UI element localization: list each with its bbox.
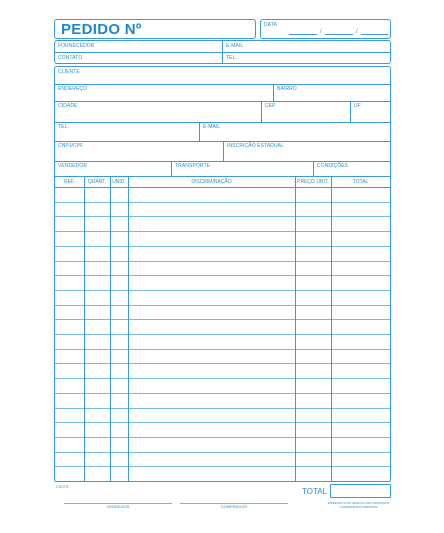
seller-signature-label: VENDEDOR <box>106 504 130 509</box>
date-label: DATA <box>264 22 277 28</box>
date-year-line <box>361 34 388 35</box>
table-row[interactable] <box>55 261 390 262</box>
client-box <box>54 66 391 183</box>
table-row[interactable] <box>55 246 390 247</box>
col-ref: REF. <box>64 179 75 185</box>
supplier-email-field[interactable]: E-MAIL <box>226 43 244 49</box>
table-row[interactable] <box>55 363 390 364</box>
table-row[interactable] <box>55 305 390 306</box>
title-box <box>54 19 256 39</box>
col-unit: UNID. <box>112 179 126 185</box>
table-row[interactable] <box>55 422 390 423</box>
table-row[interactable] <box>55 349 390 350</box>
table-row[interactable] <box>55 437 390 438</box>
client-field[interactable]: CLIENTE <box>58 69 80 75</box>
city-field[interactable]: CIDADE <box>58 103 78 109</box>
table-row[interactable] <box>55 319 390 320</box>
supplier-box <box>54 40 391 64</box>
cnpj-field[interactable]: CNPJ/CPF <box>58 143 84 149</box>
table-row[interactable] <box>55 408 390 409</box>
conditions-field[interactable]: CONDIÇÕES <box>317 163 349 169</box>
table-row[interactable] <box>55 290 390 291</box>
district-field[interactable]: BAIRRO <box>277 86 297 92</box>
table-row[interactable] <box>55 393 390 394</box>
shipping-field[interactable]: TRANSPORTE <box>175 163 211 169</box>
uf-field[interactable]: UF <box>354 103 361 109</box>
order-form <box>54 19 391 519</box>
fine-print-1: IMPRESSO POR GRÁFICA SÃO DOMINGOS <box>327 501 390 505</box>
address-field[interactable]: ENDEREÇO <box>58 86 88 92</box>
date-sep-1: / <box>320 29 322 35</box>
cep-field[interactable]: CEP <box>265 103 276 109</box>
table-row[interactable] <box>55 216 390 217</box>
buyer-signature-label: COMPRADOR <box>220 504 248 509</box>
date-box[interactable] <box>260 19 391 39</box>
contact-field[interactable]: CONTATO <box>58 55 83 61</box>
state-registration-field[interactable]: INSCRIÇÃO ESTADUAL <box>227 143 284 149</box>
table-row[interactable] <box>55 334 390 335</box>
date-day-line <box>289 34 317 35</box>
col-total: TOTAL <box>352 179 369 185</box>
table-row[interactable] <box>55 231 390 232</box>
col-unit-price: PREÇO UNIT. <box>297 179 329 185</box>
seller-field[interactable]: VENDEDOR <box>58 163 88 169</box>
supplier-field[interactable]: FORNECEDOR <box>58 43 95 49</box>
col-description: DISCRIMINAÇÃO <box>191 179 232 185</box>
items-table <box>54 176 391 482</box>
table-row[interactable] <box>55 202 390 203</box>
grand-total-box[interactable] <box>330 484 391 498</box>
supplier-tel-field[interactable]: TEL. <box>226 55 237 61</box>
table-row[interactable] <box>55 275 390 276</box>
table-row[interactable] <box>55 452 390 453</box>
col-quantity: QUANT. <box>87 179 107 185</box>
client-tel-field[interactable]: TEL. <box>58 124 69 130</box>
table-row[interactable] <box>55 378 390 379</box>
grand-total-label: TOTAL <box>302 487 328 496</box>
date-sep-2: / <box>356 29 358 35</box>
page-title: PEDIDO Nº <box>61 21 142 38</box>
fine-print-2: CONFERIR DOCUMENTOS <box>339 505 378 509</box>
form-code: C0073 <box>56 484 69 489</box>
client-email-field[interactable]: E-MAIL <box>203 124 221 130</box>
date-month-line <box>325 34 353 35</box>
table-row[interactable] <box>55 466 390 467</box>
